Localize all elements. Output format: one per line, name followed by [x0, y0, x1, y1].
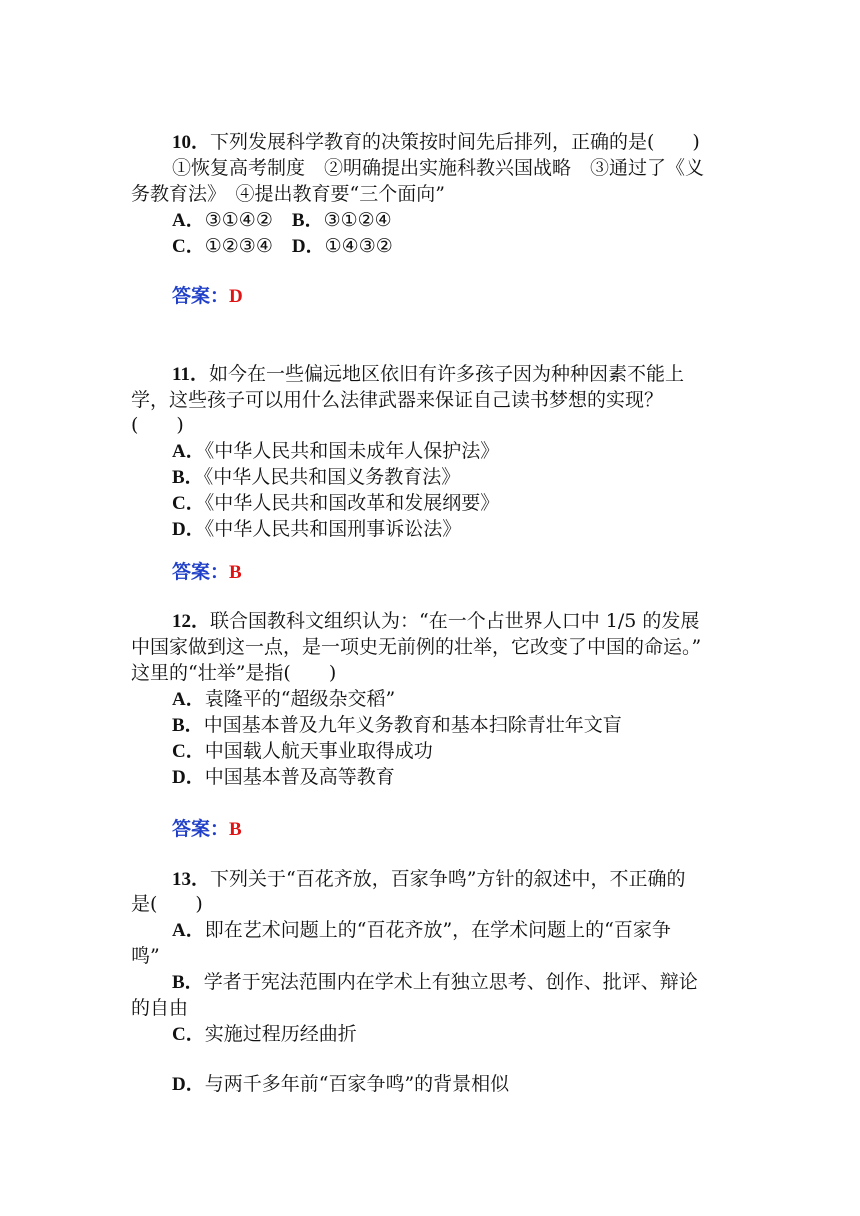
q11-stem-line3: ( )	[131, 414, 184, 436]
q13-option-c: C．实施过程历经曲折	[172, 1023, 357, 1045]
q13-stem-line1: 13．下列关于“百花齐放，百家争鸣”方针的叙述中，不正确的	[172, 868, 686, 890]
q13-option-a: A．即在艺术问题上的“百花齐放”，在学术问题上的“百家争	[172, 919, 671, 941]
q12-stem-line1: 12．联合国教科文组织认为：“在一个占世界人口中 1/5 的发展	[172, 610, 700, 632]
q12-stem-line2: 中国家做到这一点，是一项史无前例的壮举，它改变了中国的命运。”	[131, 636, 702, 658]
q10-number: 10．	[172, 132, 211, 153]
q10-stem: 10．下列发展科学教育的决策按时间先后排列，正确的是( )	[172, 131, 700, 153]
q11-option-a: A．《中华人民共和国未成年人保护法》	[172, 440, 500, 462]
q10-items-line2: 务教育法》 ④提出教育要“三个面向”	[131, 183, 445, 205]
q13-option-a-cont: 鸣”	[131, 945, 160, 967]
q12-stem-line3: 这里的“壮举”是指( )	[131, 662, 337, 684]
q10-options-ab: A．③①④② B．③①②④	[172, 209, 392, 231]
q10-items-line1: ①恢复高考制度 ②明确提出实施科教兴国战略 ③通过了《义	[172, 157, 705, 179]
q11-answer: 答案：B	[172, 561, 242, 583]
q13-option-b-cont: 的自由	[131, 997, 189, 1019]
q12-answer: 答案：B	[172, 818, 242, 840]
q10-option-c: ①②③④	[204, 235, 273, 257]
q13-number: 13．	[172, 869, 211, 890]
q12-option-b: B．中国基本普及九年义务教育和基本扫除青壮年文盲	[172, 714, 622, 736]
q10-option-b: ③①②④	[323, 209, 392, 231]
q11-stem-line2: 学，这些孩子可以用什么法律武器来保证自己读书梦想的实现？	[131, 389, 664, 411]
q13-option-d: D．与两千多年前“百家争鸣”的背景相似	[172, 1073, 510, 1095]
q12-option-c: C．中国载人航天事业取得成功	[172, 740, 433, 762]
q10-option-d: ①④③②	[324, 235, 393, 257]
q11-option-c: C．《中华人民共和国改革和发展纲要》	[172, 492, 500, 514]
q11-option-d: D．《中华人民共和国刑事诉讼法》	[172, 518, 462, 540]
q10-answer: 答案：D	[172, 285, 243, 307]
q10-option-a: ③①④②	[204, 209, 273, 231]
q12-option-a: A．袁隆平的“超级杂交稻”	[172, 688, 396, 710]
q11-stem-line1: 11．如今在一些偏远地区依旧有许多孩子因为种种因素不能上	[172, 363, 684, 385]
q13-option-b: B．学者于宪法范围内在学术上有独立思考、创作、批评、辩论	[172, 971, 698, 993]
q12-option-d: D．中国基本普及高等教育	[172, 766, 395, 788]
q11-option-b: B．《中华人民共和国义务教育法》	[172, 466, 461, 488]
q10-options-cd: C．①②③④ D．①④③②	[172, 235, 393, 257]
q13-stem-line2: 是( )	[131, 893, 203, 915]
q12-number: 12．	[172, 611, 211, 632]
q11-number: 11．	[172, 364, 209, 385]
